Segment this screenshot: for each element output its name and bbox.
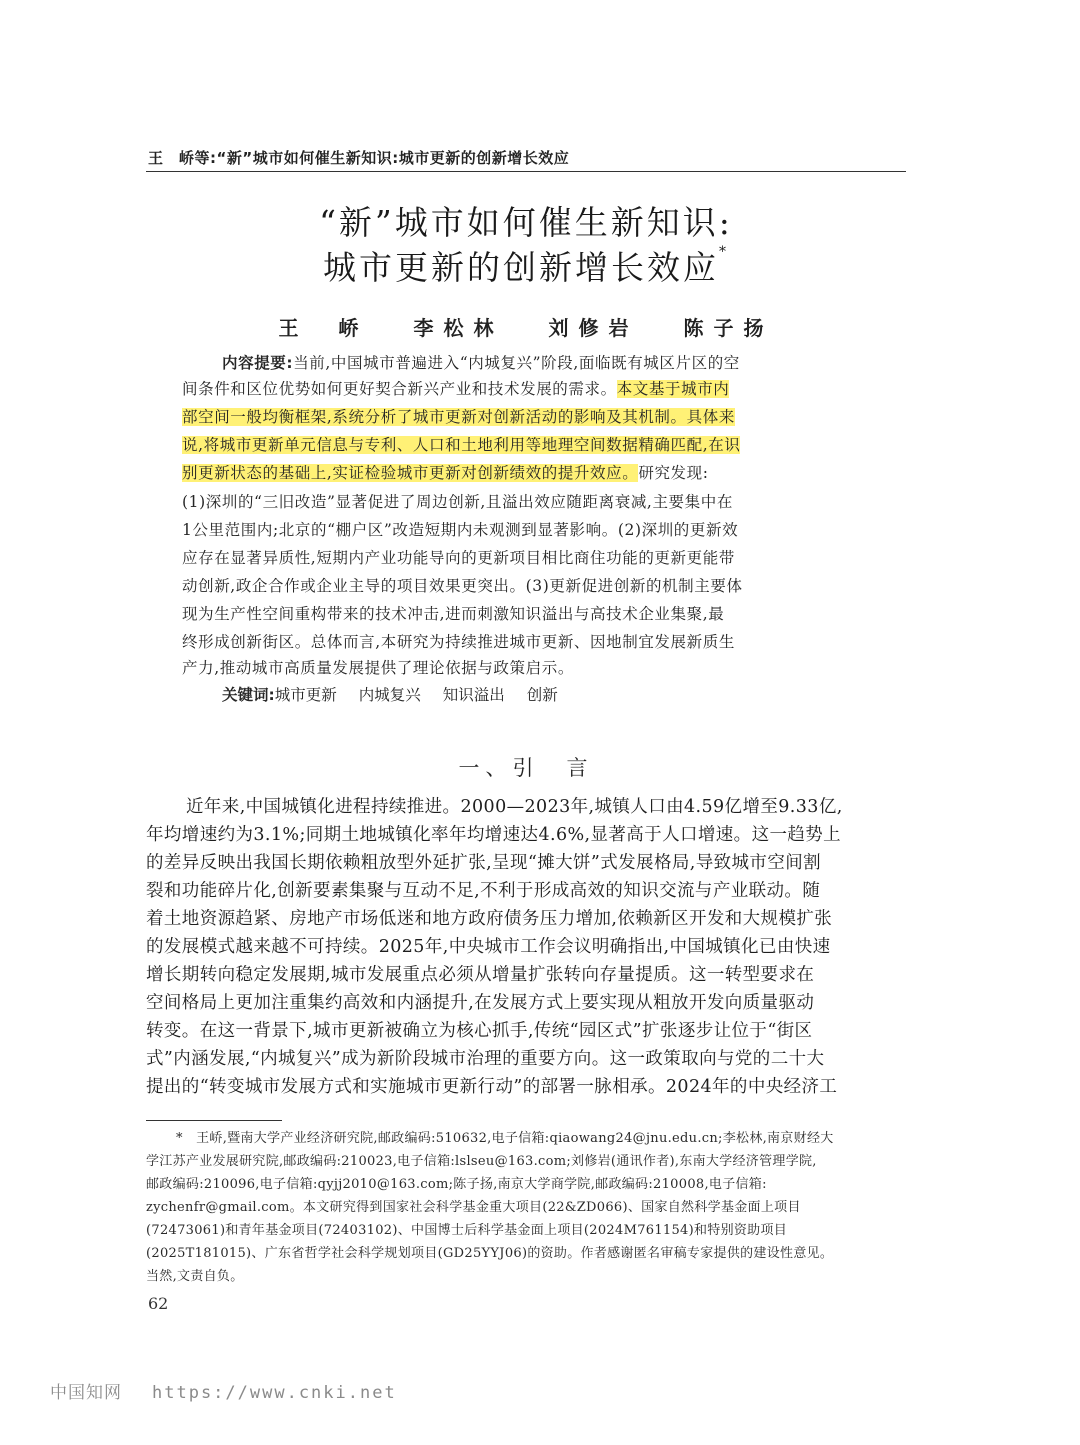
body-line: 着土地资源趋紧、房地产市场低迷和地方政府债务压力增加,依赖新区开发和大规模扩张 [146,909,833,929]
body-line: 增长期转向稳定发展期,城市发展重点必须从增量扩张转向存量提质。这一转型要求在 [146,965,815,985]
abstract-line: 1公里范围内;北京的“棚户区”改造短期内未观测到显著影响。(2)深圳的更新效 [182,521,739,539]
abstract-text: 当前,中国城市普遍进入“内城复兴”阶段,面临既有城区片区的空 [293,354,740,372]
keywords [222,682,580,708]
author-name: 陈子扬 [683,316,774,340]
keyword: 创新 [526,686,558,704]
body-line: 年均增速约为3.1%;同期土地城镇化率年均增速达4.6%,显著高于人口增速。这一趋势上 [146,825,842,845]
footnote-line: * 王峤,暨南大学产业经济研究院,邮政编码:510632,电子信箱:qiaowang24@jnu.edu.cn;李松林,南京财经大 [176,1131,834,1146]
abstract-line: 应存在显著异质性,短期内产业功能导向的更新项目相比商住功能的更新更能带 [182,549,735,567]
author-name: 刘修岩 [548,316,639,340]
article-title-line-2 [146,242,906,289]
footnote-line: 学江苏产业发展研究院,邮政编码:210023,电子信箱:lslseu@163.com;刘修岩(通讯作者),东南大学经济管理学院, [146,1154,817,1169]
footnote-line: (2025T181015)、广东省哲学社会科学规划项目(GD25YYJ06)的资助。作者感谢匿名审稿专家提供的建设性意见。 [146,1246,834,1261]
keyword: 城市更新 [274,686,337,704]
cnki-logo: 中国知网 [50,1383,122,1403]
body-line: 空间格局上更加注重集约高效和内涵提升,在发展方式上要实现从粗放开发向质量驱动 [146,993,815,1013]
title-text-2: 城市更新的创新增长效应 [323,248,719,287]
footnote-line: 当然,文责自负。 [146,1269,244,1284]
abstract-line: 终形成创新街区。总体而言,本研究为持续推进城市更新、因地制宜发展新质生 [182,633,735,651]
body-line: 的发展模式越来越不可持续。2025年,中央城市工作会议明确指出,中国城镇化已由快速 [146,937,831,957]
abstract-line: 产力,推动城市高质量发展提供了理论依据与政策启示。 [182,659,574,677]
highlighted-text: 别更新状态的基础上,实证检验城市更新对创新绩效的提升效应。 [182,464,639,482]
cnki-url-link[interactable]: https://www.cnki.net [152,1383,397,1403]
highlighted-text: 本文基于城市内 [616,380,730,398]
keyword: 知识溢出 [442,686,505,704]
abstract-line [182,404,735,430]
keywords-label: 关键词: [222,686,275,704]
article-title-line-1 [146,197,906,244]
body-line: 裂和功能碎片化,创新要素集聚与互动不足,不利于形成高效的知识交流与产业联动。随 [146,881,821,901]
abstract-line [222,350,740,376]
body-line: 提出的“转变城市发展方式和实施城市更新行动”的部署一脉相承。2024年的中央经济工 [146,1077,838,1097]
abstract-line [182,460,709,486]
abstract-line: 现为生产性空间重构带来的技术冲击,进而刺激知识溢出与高技术企业集聚,最 [182,605,725,623]
highlighted-text: 说,将城市更新单元信息与专利、人口和土地利用等地理空间数据精确匹配,在识 [182,436,741,454]
highlighted-text: 部空间一般均衡框架,系统分析了城市更新对创新活动的影响及其机制。具体来 [182,408,735,426]
abstract-label: 内容提要: [222,354,294,372]
header-rule [146,171,906,172]
cnki-watermark [50,1378,397,1403]
title-footnote-mark[interactable]: * [719,244,729,260]
footnote-rule [146,1120,282,1121]
section-heading: 一、引 言 [458,756,594,780]
body-line: 式”内涵发展,“内城复兴”成为新阶段城市治理的重要方向。这一政策取向与党的二十大 [146,1049,825,1069]
abstract-line: (1)深圳的“三旧改造”显著促进了周边创新,且溢出效应随距离衰减,主要集中在 [182,493,733,511]
title-text-1: “新”城市如何催生新知识: [319,203,733,242]
author-name: 王 峤 [278,316,369,340]
abstract-line [182,432,740,458]
footnote-line: 邮政编码:210096,电子信箱:qyjj2010@163.com;陈子扬,南京大学商学院,邮政编码:210008,电子信箱: [146,1177,767,1192]
footnote-line: (72473061)和青年基金项目(72403102)、中国博士后科学基金面上项目(2024M761154)和特别资助项目 [146,1223,788,1238]
author-name: 李松林 [413,316,504,340]
body-line: 转变。在这一背景下,城市更新被确立为核心抓手,传统“园区式”扩张逐步让位于“街区 [146,1021,813,1041]
footnote-line: zychenfr@gmail.com。本文研究得到国家社会科学基金重大项目(22&ZD066)、国家自然科学基金面上项目 [146,1200,801,1215]
author-list [146,312,906,341]
body-line: 近年来,中国城镇化进程持续推进。2000—2023年,城镇人口由4.59亿增至9.33亿, [186,797,843,817]
abstract-line [182,376,729,402]
keyword: 内城复兴 [358,686,421,704]
abstract-text: 间条件和区位优势如何更好契合新兴产业和技术发展的需求。 [182,380,617,398]
abstract-text: 研究发现: [638,464,709,482]
abstract-line: 动创新,政企合作或企业主导的项目效果更突出。(3)更新促进创新的机制主要体 [182,577,743,595]
page-number: 62 [148,1294,169,1313]
running-header: 王 峤等:“新”城市如何催生新知识:城市更新的创新增长效应 [148,149,570,167]
body-line: 的差异反映出我国长期依赖粗放型外延扩张,呈现“摊大饼”式发展格局,导致城市空间割 [146,853,822,873]
